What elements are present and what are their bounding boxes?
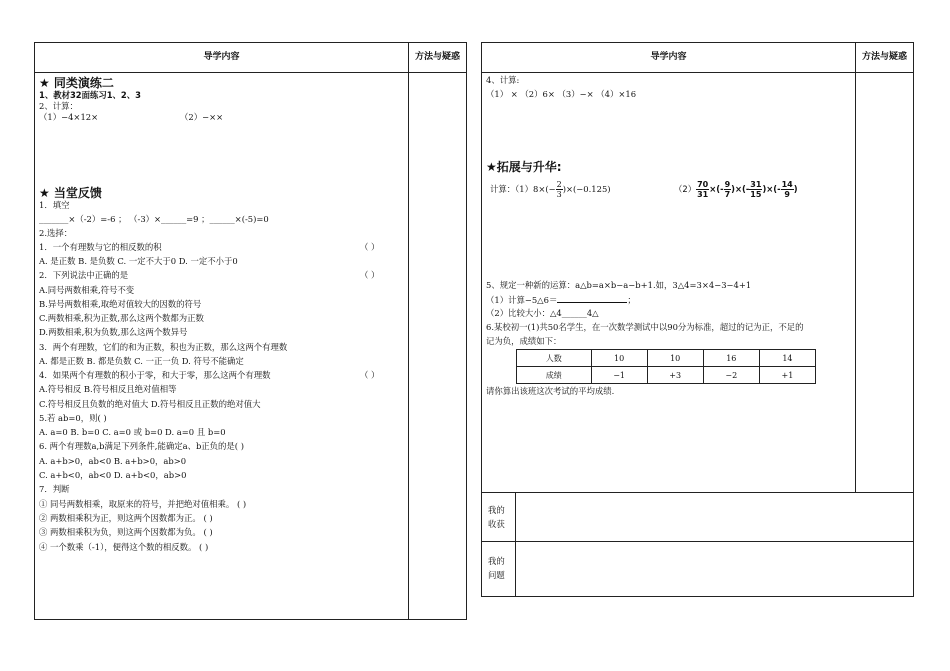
table-cell: 10 [591,350,647,367]
feedback-line: 2.选择： [39,228,73,238]
table-cell: 人数 [517,350,592,367]
q5-line-3: （2）比较大小：△4______4△ [486,308,599,318]
left-column-divider [408,43,409,619]
table-cell: +3 [647,367,703,384]
left-page [34,42,467,620]
feedback-line: ② 两数相乘积为正，则这两个因数都为正。 ( ) [39,513,213,523]
right-page [481,42,914,597]
table-cell: 14 [759,350,815,367]
left-header [35,43,466,73]
ext-calc-tail: )×(−0.125) [562,184,611,194]
table-cell: −1 [591,367,647,384]
feedback-line: A.同号两数相乘,符号不变 [39,285,135,295]
section-title-feedback: ★ 当堂反馈 [39,186,102,200]
feedback-line: A. 都是正数 B. 都是负数 C. 一正一负 D. 符号不能确定 [39,356,244,366]
left-header-content: 导学内容 [203,52,240,62]
table-row [517,367,816,384]
table-cell: 16 [703,350,759,367]
feedback-line: 6. 两个有理数a,b满足下列条件,能确定a、b正负的是( ) [39,441,245,451]
feedback-line: ① 同号两数相乘，取原来的符号，并把绝对值相乘。 ( ) [39,499,247,509]
q4-items: （1） × （2）6× （3）−× （4）×16 [486,89,637,99]
harvest-label-2: 收获 [488,519,505,529]
feedback-line: _______×（-2）=-6 ； （-3）×______=9 ；______×(-5)=0 [39,214,269,224]
ext-calc-label: 计算：（1）8×(− [490,184,556,194]
fraction: $\frac{31}{15}$ [750,180,762,199]
ext-calc-1 [490,179,611,199]
table-row [517,350,816,367]
q6-tail: 请你算出该班这次考试的平均成绩. [486,386,615,396]
answer-paren: （ ） [360,270,380,280]
feedback-line: ④ 一个数乘（-1），便得这个数的相反数。 ( ) [39,542,209,552]
q6-line-1: 6.某校初一(1)共50名学生，在一次数学测试中以90分为标准，超过的记为正，不足的 [486,322,804,332]
feedback-line: 7．判断 [39,484,70,494]
table-cell: 10 [647,350,703,367]
feedback-line: A. a=0 B. b=0 C. a=0 或 b=0 D. a=0 且 b=0 [39,427,226,437]
q4-title: 4、计算: [486,75,520,85]
answer-paren: （ ） [360,242,380,252]
feedback-line: A. a+b>0，ab<0 B. a+b>0，ab>0 [39,456,187,466]
fraction: $\frac{14}{9}$ [781,180,793,199]
feedback-line: C. a+b<0，ab<0 D. a+b<0，ab>0 [39,470,187,480]
feedback-line: D.两数相乘,积为负数,那么这两个数异号 [39,327,188,337]
fraction: $\frac{9}{7}$ [724,180,731,199]
answer-paren: （ ） [360,370,380,380]
score-table [516,349,816,384]
harvest-label-1: 我的 [488,505,505,515]
q5-line-1: 5、规定一种新的运算：a△b=a×b−a−b+1.如，3△4=3×4−3−4+1 [486,280,752,290]
feedback-line: 2．下列说法中正确的是 [39,270,129,280]
left-header-method: 方法与疑惑 [414,52,460,62]
label-divider [515,492,516,597]
feedback-line: 4．如果两个有理数的积小于零，和大于零，那么这两个有理数 [39,370,271,380]
answer-blank[interactable] [557,294,627,303]
question-label-1: 我的 [488,556,505,566]
right-header-content: 导学内容 [650,52,687,62]
question-top-line [482,541,913,542]
ext-calc-2: （2） $\frac{70}{31}$ ×(- $\frac{9}{7}$ )×(- $\frac{31}{15}$ )×(- $\frac{14}{9}$ ) [674,180,798,199]
feedback-line: C.符号相反且负数的绝对值大 D.符号相反且正数的绝对值大 [39,399,261,409]
table-cell: −2 [703,367,759,384]
feedback-line: 3．两个有理数，它们的和为正数，积也为正数，那么这两个有理数 [39,342,288,352]
table-cell: 成绩 [517,367,592,384]
section-title-practice: ★ 同类演练二 [39,76,114,90]
ext2-label: （2） [674,184,697,194]
practice-calc-1: （1）−4×12× [39,112,99,122]
right-header [482,43,913,73]
q6-line-2: 记为负，成绩如下： [486,336,562,346]
right-column-divider [855,43,856,492]
q5-line-2: （1）计算−5△6＝ ； [486,295,636,305]
harvest-top-line [482,492,913,493]
feedback-line: 1．一个有理数与它的相反数的积 [39,242,162,252]
feedback-line: A. 是正数 B. 是负数 C. 一定不大于0 D. 一定不小于0 [39,256,238,266]
feedback-line: 1．填空 [39,200,70,210]
practice-calc-2: （2）−×× [180,112,224,122]
feedback-line: B.异号两数相乘,取绝对值较大的因数的符号 [39,299,202,309]
question-label-2: 问题 [488,570,505,580]
fraction: $\frac{70}{31}$ [697,180,709,199]
section-title-extension: ★拓展与升华: [486,160,562,174]
right-header-method: 方法与疑惑 [861,52,907,62]
feedback-line: A.符号相反 B.符号相反且绝对值相等 [39,384,177,394]
feedback-line: C.两数相乘,积为正数,那么这两个数都为正数 [39,313,204,323]
practice-line-1: 1、教材32面练习1、2、3 [39,90,141,100]
feedback-line: 5.若 ab=0，则( ) [39,413,107,423]
table-cell: +1 [759,367,815,384]
fraction: $\frac{2}{3}$ [556,180,562,199]
feedback-line: ③ 两数相乘积为负，则这两个因数都为负。 ( ) [39,527,213,537]
practice-line-2: 2、计算： [39,101,78,111]
